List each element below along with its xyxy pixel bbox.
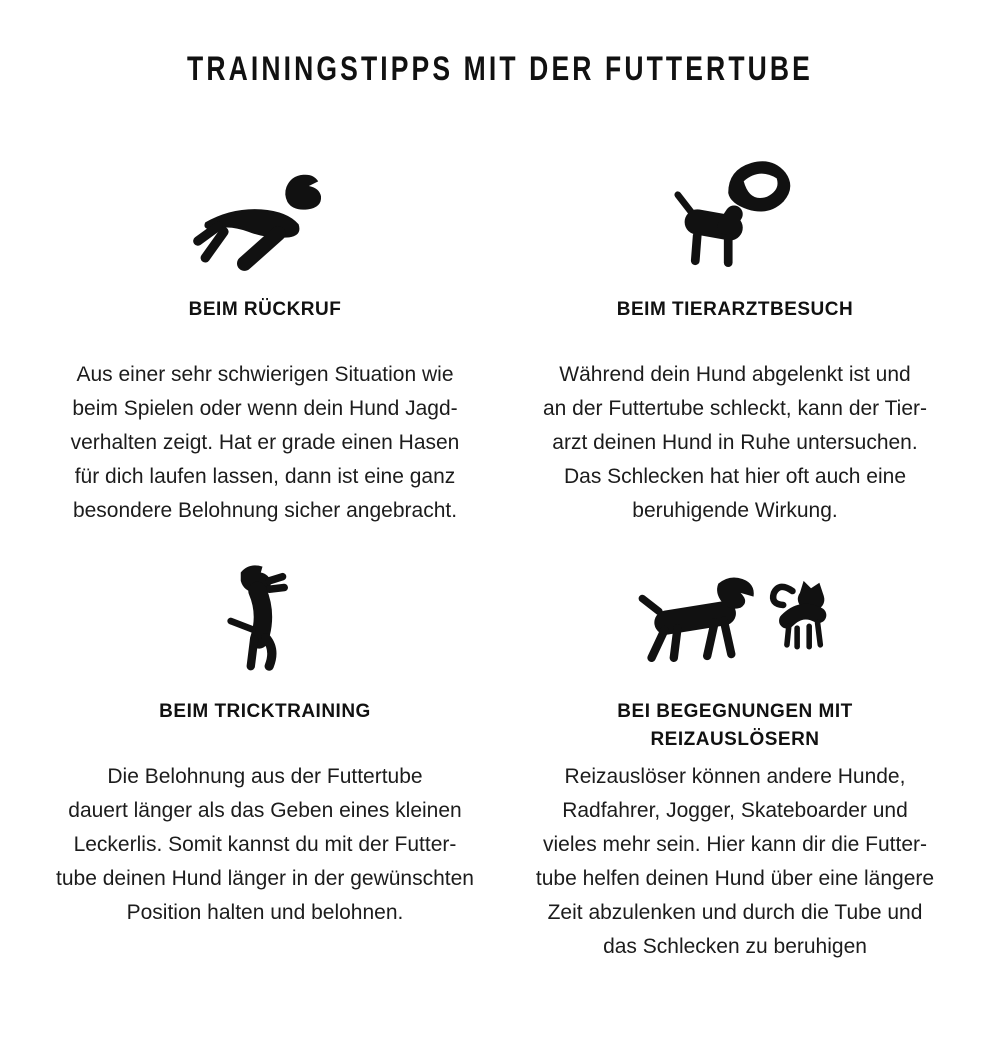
- heading-line: BEI BEGEGNUNGEN MIT: [617, 701, 853, 722]
- section-reizausloeser: [510, 554, 960, 964]
- body-line: für dich laufen lassen, dann ist eine ganz: [74, 465, 456, 488]
- dog-standing-on-hind-legs-icon: [219, 554, 311, 686]
- body-line: tube helfen deinen Hund über eine längere: [535, 867, 935, 890]
- heading-line: BEIM TIERARZTBESUCH: [616, 299, 854, 320]
- body-line: Radfahrer, Jogger, Skateboarder und: [562, 799, 908, 822]
- body-line: besondere Belohnung sicher angebracht.: [72, 499, 458, 522]
- section-body: [71, 358, 460, 528]
- body-line: verhalten zeigt. Hat er grade einen Hasen: [70, 431, 460, 454]
- page-title: TRAININGSTIPPS MIT DER FUTTERTUBE: [187, 50, 813, 88]
- body-line: Zeit abzulenken und durch die Tube und: [547, 901, 923, 924]
- body-line: arzt deinen Hund in Ruhe untersuchen.: [552, 431, 918, 454]
- heading-line: BEIM RÜCKRUF: [188, 299, 342, 320]
- section-tricktraining: [40, 554, 490, 964]
- heading-line: REIZAUSLÖSERN: [650, 729, 820, 750]
- section-heading: [617, 296, 853, 358]
- body-line: Die Belohnung aus der Futtertube: [107, 765, 423, 788]
- body-line: Aus einer sehr schwierigen Situation wie: [76, 363, 454, 386]
- body-line: tube deinen Hund länger in der gewünschten: [56, 867, 474, 890]
- body-line: beim Spielen oder wenn dein Hund Jagd-: [72, 397, 458, 420]
- section-body: [536, 760, 934, 964]
- body-line: das Schlecken zu beruhigen: [603, 935, 867, 958]
- section-rueckruf: [40, 149, 490, 528]
- section-heading: [189, 296, 342, 358]
- body-line: beruhigende Wirkung.: [632, 499, 838, 522]
- section-body: [56, 760, 474, 930]
- section-body: [543, 358, 927, 528]
- dog-looking-up-icon: [671, 149, 799, 284]
- body-line: vieles mehr sein. Hier kann dir die Futter-: [543, 833, 927, 856]
- body-line: Während dein Hund abgelenkt ist und: [559, 363, 911, 386]
- section-heading: [159, 698, 371, 760]
- body-line: an der Futtertube schleckt, kann der Tier-: [542, 397, 928, 420]
- body-line: Leckerlis. Somit kannst du mit der Futter-: [73, 833, 457, 856]
- body-line: dauert länger als das Geben eines kleinen: [68, 799, 462, 822]
- infographic-page: [0, 50, 1000, 1050]
- body-line: Position halten und belohnen.: [126, 901, 404, 924]
- section-tierarztbesuch: [510, 149, 960, 528]
- sections-grid: [0, 149, 1000, 964]
- heading-line: BEIM TRICKTRAINING: [159, 701, 371, 722]
- body-line: Das Schlecken hat hier oft auch eine: [563, 465, 907, 488]
- section-heading: [617, 698, 852, 760]
- leaping-dog-icon: [189, 149, 341, 284]
- body-line: Reizauslöser können andere Hunde,: [564, 765, 906, 788]
- dog-and-cat-icon: [633, 554, 837, 686]
